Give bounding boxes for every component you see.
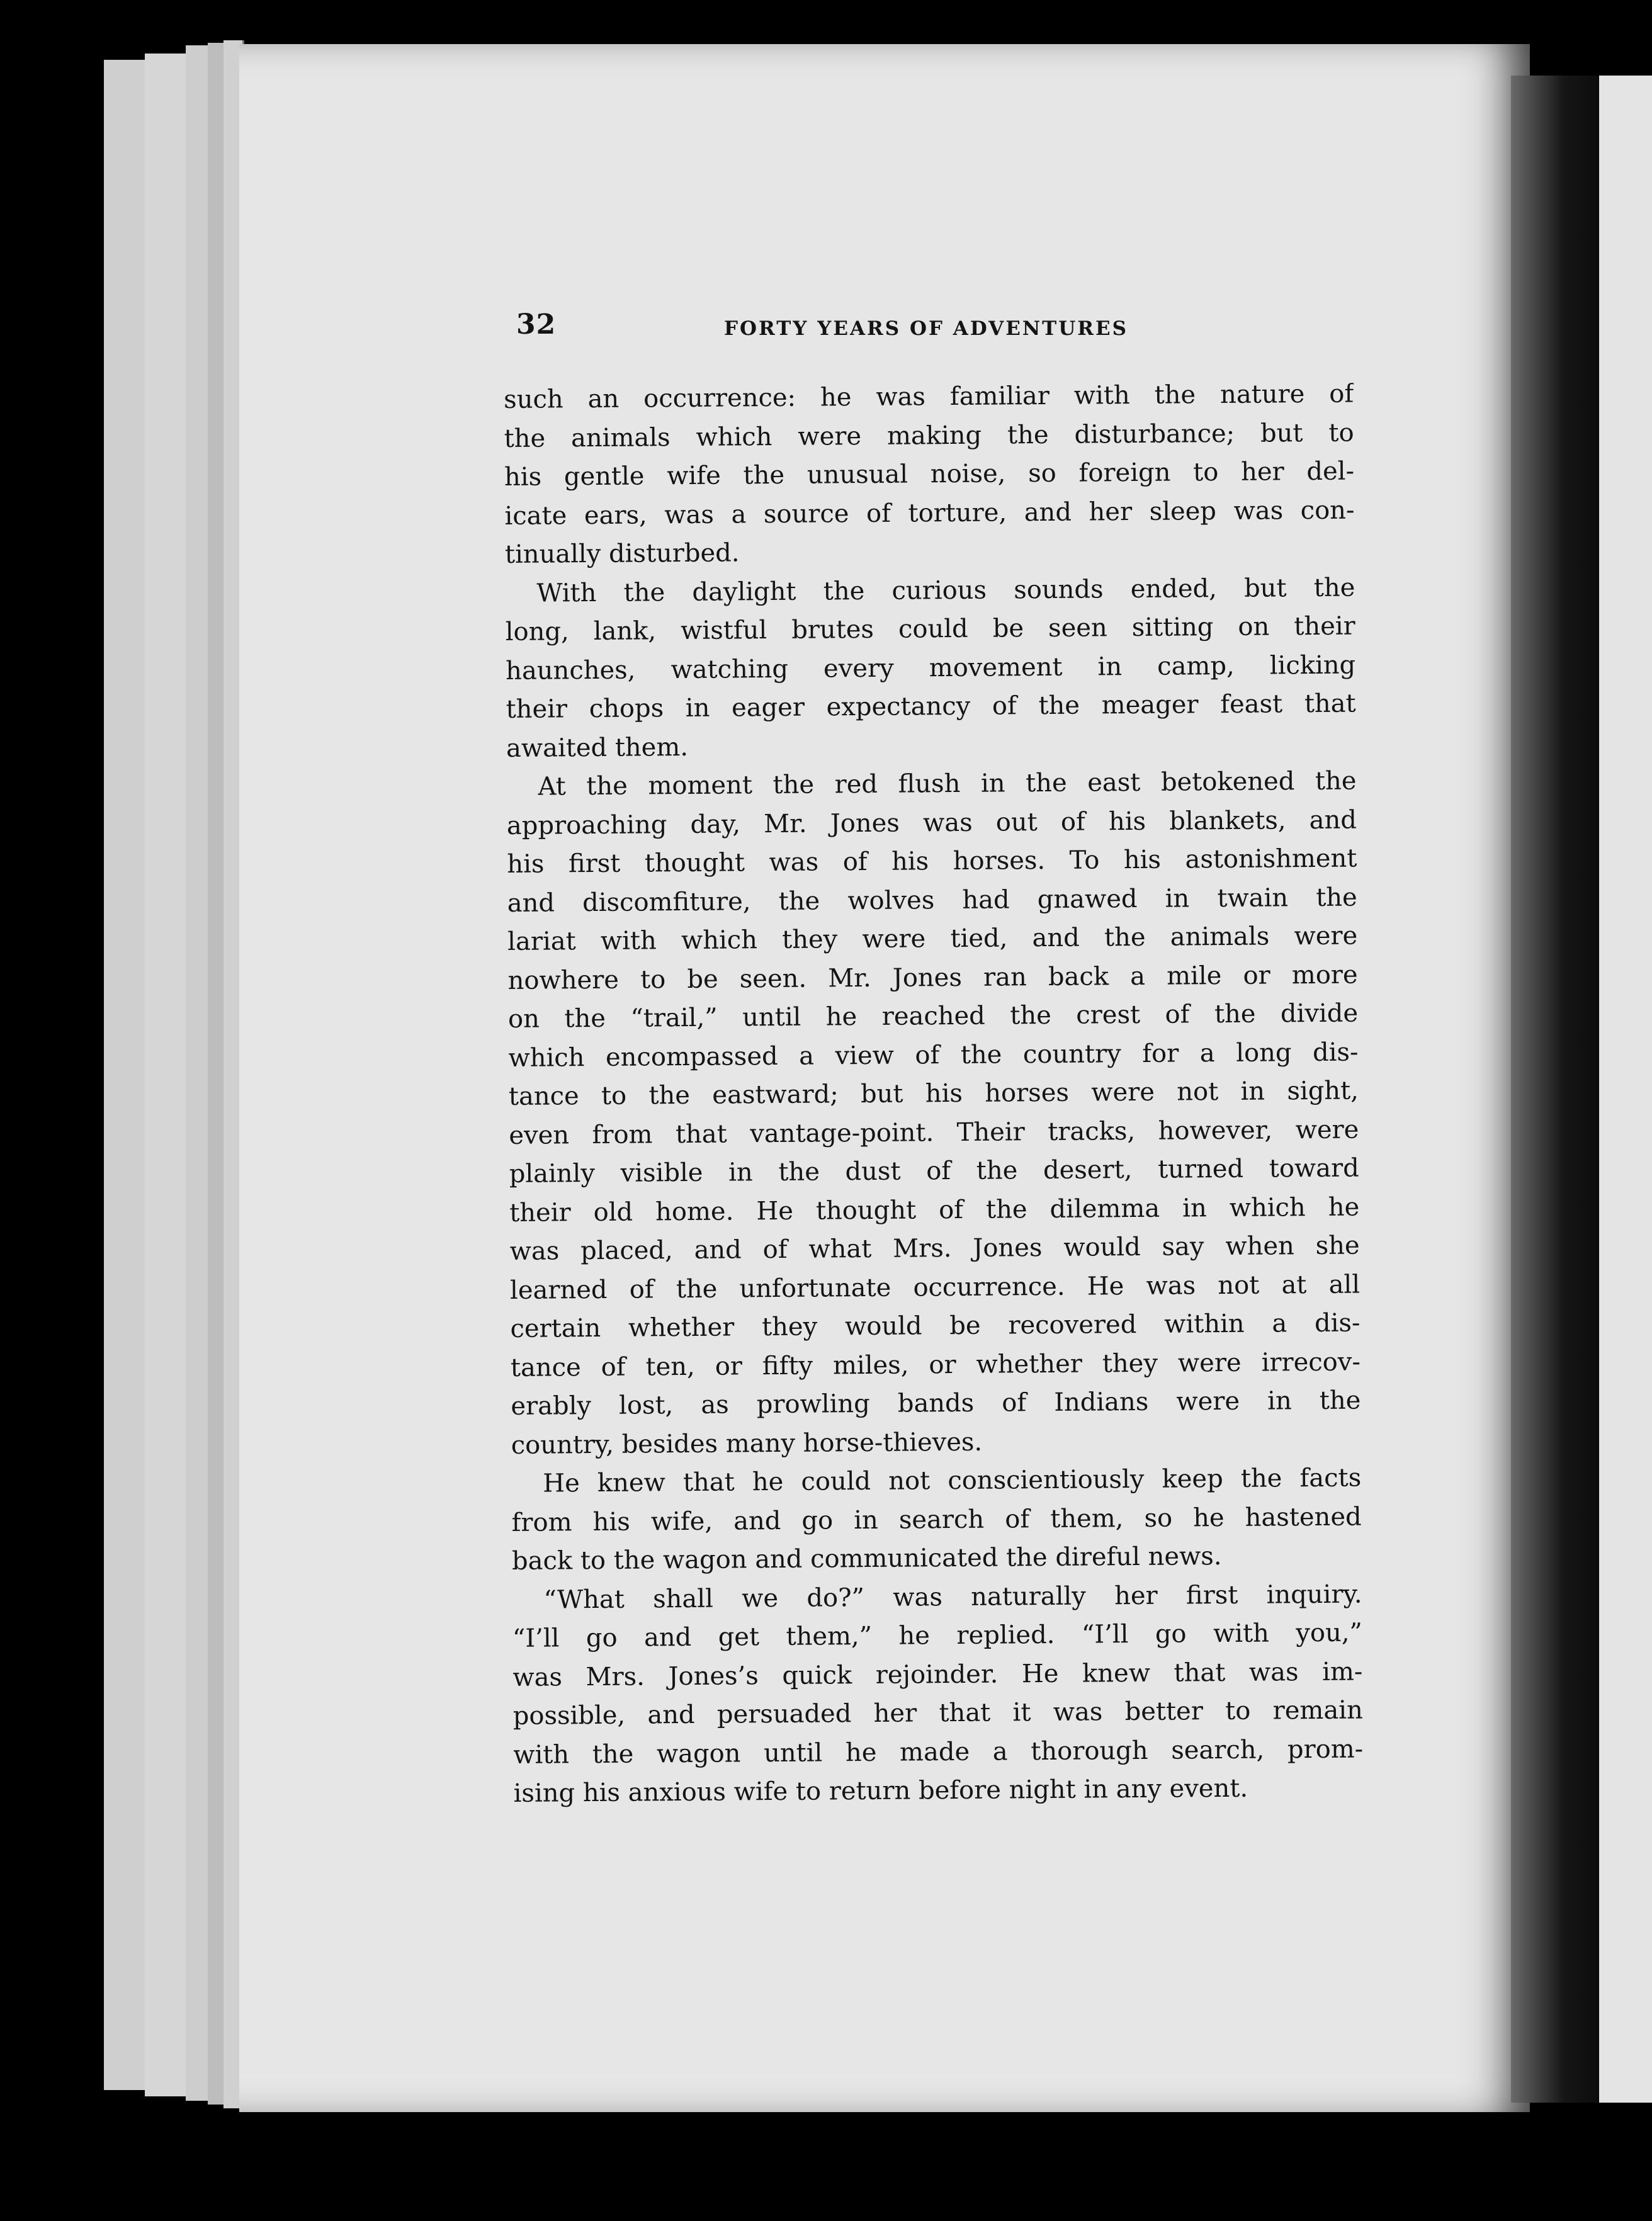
text-line: which encompassed a view of the country for a long dis- bbox=[508, 1037, 1359, 1073]
text-line: with the wagon until he made a thorough search, prom- bbox=[513, 1734, 1364, 1770]
text-line: long, lank, wistful brutes could be seen sitting on their bbox=[505, 611, 1355, 647]
text-line: lariat with which they were tied, and the animals were bbox=[507, 921, 1358, 956]
text-line: tinually disturbed. bbox=[504, 538, 740, 569]
text-line: He knew that he could not conscientiously keep the facts bbox=[543, 1463, 1362, 1498]
text-line: country, besides many horse-thieves. bbox=[511, 1427, 983, 1460]
text-line: nowhere to be seen. Mr. Jones ran back a mile or more bbox=[507, 960, 1358, 995]
text-line: tance of ten, or fifty miles, or whether they were irrecov- bbox=[510, 1347, 1361, 1382]
text-line: their chops in eager expectancy of the meager feast that bbox=[506, 689, 1356, 724]
text-line: back to the wagon and communicated the direful news. bbox=[511, 1542, 1222, 1576]
text-line: was Mrs. Jones’s quick rejoinder. He knew that was im- bbox=[512, 1657, 1363, 1692]
text-line: tance to the eastward; but his horses were not in sight, bbox=[508, 1076, 1359, 1111]
text-line: “What shall we do?” was naturally her first inquiry. bbox=[543, 1580, 1362, 1615]
text-line: the animals which were making the disturbance; but to bbox=[504, 418, 1354, 453]
text-line: even from that vantage-point. Their tracks, however, were bbox=[509, 1115, 1359, 1150]
text-line: on the “trail,” until he reached the crest of the divide bbox=[507, 998, 1359, 1034]
page-header bbox=[516, 308, 1354, 353]
text-line: such an occurrence: he was familiar with the nature of bbox=[504, 379, 1354, 414]
body-text bbox=[504, 375, 1364, 1814]
text-line: “I’ll go and get them,” he replied. “I’ll go with you,” bbox=[512, 1618, 1363, 1653]
text-line: approaching day, Mr. Jones was out of his blankets, and bbox=[506, 805, 1357, 840]
text-line: awaited them. bbox=[506, 732, 689, 763]
text-line: With the daylight the curious sounds ended, but the bbox=[536, 573, 1355, 608]
text-line: icate ears, was a source of torture, and her sleep was con- bbox=[504, 495, 1355, 531]
text-line: At the moment the red flush in the east betokened the bbox=[538, 766, 1357, 801]
facing-page bbox=[1599, 76, 1652, 2103]
page-edge bbox=[104, 60, 150, 2090]
text-line: erably lost, as prowling bands of Indians were in the bbox=[511, 1386, 1361, 1421]
text-line: and discomfiture, the wolves had gnawed in twain the bbox=[507, 883, 1357, 918]
text-line: plainly visible in the dust of the desert, turned toward bbox=[509, 1153, 1359, 1189]
running-head: FORTY YEARS OF ADVENTURES bbox=[724, 317, 1129, 340]
text-line: possible, and persuaded her that it was better to remain bbox=[512, 1695, 1363, 1731]
text-line: his first thought was of his horses. To his astonishment bbox=[507, 844, 1357, 879]
text-line: learned of the unfortunate occurrence. He was not at all bbox=[509, 1270, 1361, 1305]
text-line: their old home. He thought of the dilemma in which he bbox=[509, 1192, 1360, 1228]
text-line: ising his anxious wife to return before night in any event. bbox=[513, 1773, 1248, 1808]
text-line: from his wife, and go in search of them, so he hastened bbox=[511, 1502, 1362, 1537]
page-number: 32 bbox=[516, 308, 557, 341]
text-line: certain whether they would be recovered within a dis- bbox=[510, 1308, 1361, 1343]
text-line: was placed, and of what Mrs. Jones would say when she bbox=[509, 1231, 1360, 1266]
binding-shadow bbox=[1511, 76, 1599, 2103]
text-line: his gentle wife the unusual noise, so foreign to her del- bbox=[504, 456, 1355, 492]
text-line: haunches, watching every movement in camp, licking bbox=[506, 650, 1356, 686]
page-edge bbox=[145, 54, 191, 2096]
